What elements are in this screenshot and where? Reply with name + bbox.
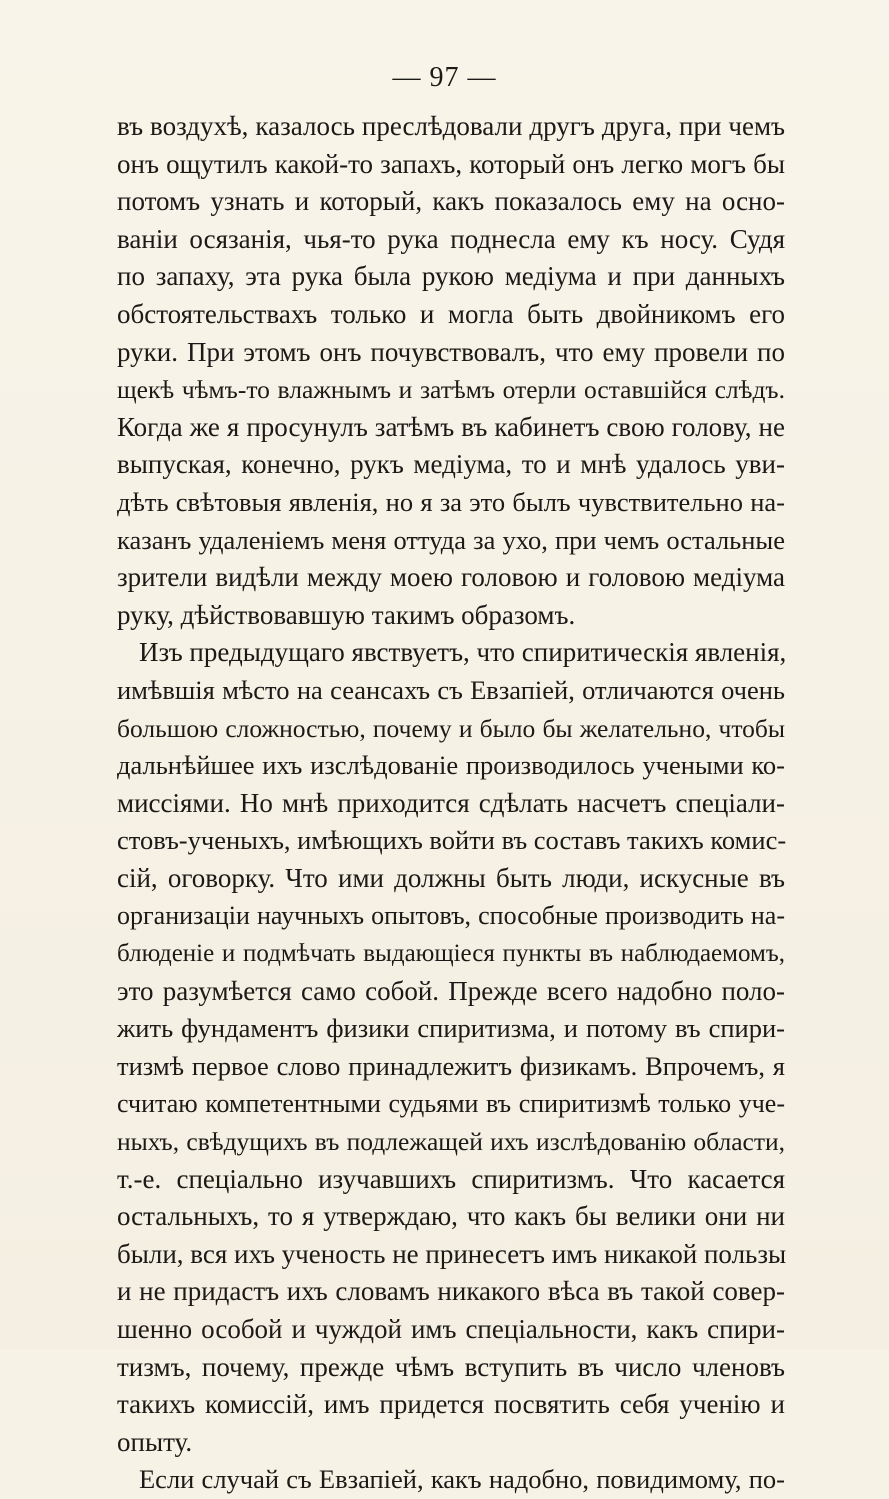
- text-line: это разумѣется само собой. Прежде всего надобно поло-: [117, 975, 785, 1006]
- text-line: Изъ предыдущаго явствуетъ, что спиритическія явленія,: [139, 637, 787, 668]
- text-line: казанъ удаленіемъ меня оттуда за ухо, при чемъ остальные: [117, 524, 785, 555]
- text-line: блюденіе и подмѣчать выдающіеся пункты въ наблюдаемомъ,: [117, 940, 785, 968]
- text-line: онъ ощутилъ какой-то запахъ, который онъ легко могъ бы: [117, 148, 785, 179]
- text-line: большою сложностью, почему и было бы желательно, чтобы: [117, 713, 785, 743]
- text-line: выпуская, конечно, рукъ медіума, то и мнѣ удалось уви-: [117, 449, 785, 480]
- text-line: такихъ комиссій, имъ придется посвятить себя ученію и: [117, 1389, 785, 1420]
- text-line: шенно особой и чуждой имъ спеціальности, какъ спири-: [117, 1314, 785, 1344]
- text-line: дальнѣйшее ихъ изслѣдованіе производилось учеными ко-: [117, 750, 785, 781]
- text-line: обстоятельствахъ только и могла быть двойникомъ его: [117, 298, 785, 329]
- text-line: ныхъ, свѣдущихъ въ подлежащей ихъ изслѣдованію области,: [117, 1127, 785, 1157]
- text-line: дѣть свѣтовыя явленія, но я за это былъ чувствительно на-: [117, 486, 785, 517]
- text-line: руку, дѣйствовавшую такимъ образомъ.: [117, 599, 576, 630]
- text-line: организаціи научныхъ опытовъ, способные производить на-: [117, 901, 785, 931]
- text-line: по запаху, эта рука была рукою медіума и при данныхъ: [117, 261, 785, 292]
- text-line: имѣвшія мѣсто на сеансахъ съ Евзапіей, отличаются очень: [117, 674, 785, 705]
- text-line: Если случай съ Евзапіей, какъ надобно, повидимому, по-: [139, 1464, 785, 1495]
- text-line: и не придастъ ихъ словамъ никакого вѣса въ такой совер-: [117, 1276, 785, 1307]
- text-line: миссіями. Но мнѣ приходится сдѣлать насчетъ спеціали-: [117, 787, 785, 818]
- text-line: сій, оговорку. Что ими должны быть люди, искусные въ: [117, 862, 785, 893]
- text-line: потомъ узнать и который, какъ показалось ему на осно-: [117, 186, 785, 217]
- text-line: зрители видѣли между моею головою и головою медіума: [117, 562, 785, 593]
- text-line: считаю компетентными судьями въ спиритизмѣ только уче-: [117, 1089, 785, 1119]
- text-line: опыту.: [117, 1426, 193, 1457]
- text-line: руки. При этомъ онъ почувствовалъ, что ему провели по: [117, 336, 785, 367]
- text-line: остальныхъ, то я утверждаю, что какъ бы велики они ни: [117, 1201, 785, 1232]
- text-line: въ воздухѣ, казалось преслѣдовали другъ друга, при чемъ: [117, 111, 785, 141]
- page-number: — 97 —: [392, 62, 497, 93]
- text-line: жить фундаментъ физики спиритизма, и потому въ спири-: [117, 1013, 785, 1044]
- text-line: тизмѣ первое слово принадлежитъ физикамъ. Впрочемъ, я: [117, 1050, 785, 1081]
- text-line: щекѣ чѣмъ-то влажнымъ и затѣмъ отерли оставшійся слѣдъ.: [117, 375, 785, 405]
- text-line: т.-е. спеціально изучавшихъ спиритизмъ. Что касается: [117, 1163, 785, 1194]
- text-line: стовъ-ученыхъ, имѣющихъ войти въ составъ такихъ комис-: [117, 825, 787, 856]
- body-text: [117, 108, 785, 1499]
- text-line: были, вся ихъ ученость не принесетъ имъ никакой пользы: [117, 1238, 787, 1269]
- text-line: тизмъ, почему, прежде чѣмъ вступить въ число членовъ: [117, 1351, 785, 1382]
- text-line: Когда же я просунулъ затѣмъ въ кабинетъ свою голову, не: [117, 411, 785, 442]
- text-line: ваніи осязанія, чья-то рука поднесла ему къ носу. Судя: [117, 223, 785, 254]
